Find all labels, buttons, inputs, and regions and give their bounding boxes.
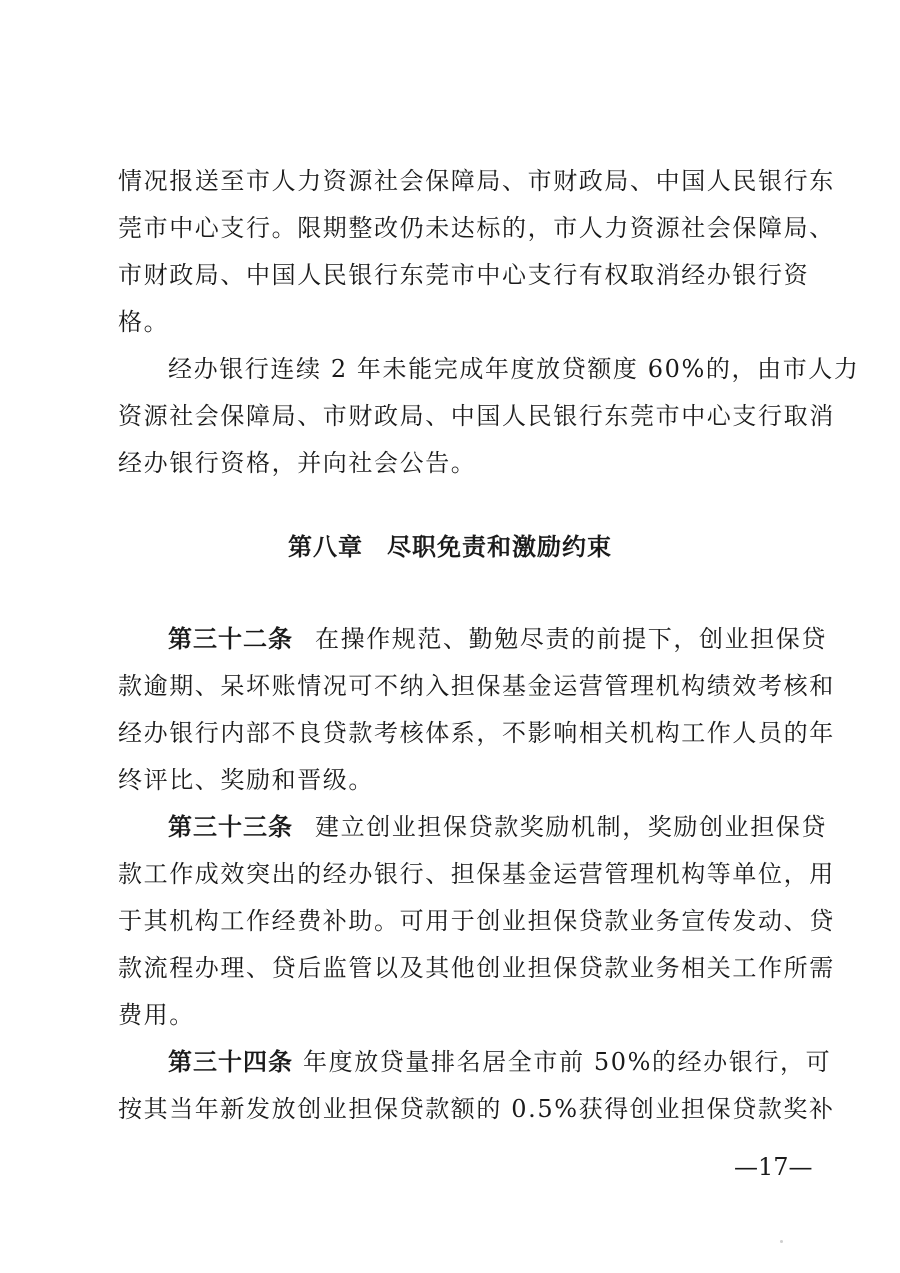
paragraph-line: 格。 xyxy=(118,308,170,336)
paragraph-line: 于其机构工作经费补助。可用于创业担保贷款业务宣传发动、贷 xyxy=(118,907,835,935)
article-32-first-line xyxy=(168,624,827,654)
article-label: 第三十三条 xyxy=(168,813,293,841)
paragraph-line: 费用。 xyxy=(118,1001,195,1029)
paragraph-line: 情况报送至市人力资源社会保障局、市财政局、中国人民银行东 xyxy=(118,167,835,195)
paragraph-line: 经办银行连续 2 年未能完成年度放贷额度 60%的，由市人力 xyxy=(168,355,860,383)
article-label: 第三十二条 xyxy=(168,625,293,653)
article-text: 建立创业担保贷款奖励机制，奖励创业担保贷 xyxy=(315,813,827,841)
paragraph-line: 款流程办理、贷后监管以及其他创业担保贷款业务相关工作所需 xyxy=(118,954,835,982)
paragraph-line: 终评比、奖励和晋级。 xyxy=(118,766,374,794)
paragraph-line: 资源社会保障局、市财政局、中国人民银行东莞市中心支行取消 xyxy=(118,402,835,430)
scan-dot xyxy=(780,1240,783,1243)
chapter-title: 尽职免责和激励约束 xyxy=(387,533,612,561)
paragraph-line: 经办银行资格，并向社会公告。 xyxy=(118,449,477,477)
paragraph-line: 经办银行内部不良贷款考核体系，不影响相关机构工作人员的年 xyxy=(118,719,835,747)
paragraph-line: 莞市中心支行。限期整改仍未达标的，市人力资源社会保障局、 xyxy=(118,214,835,242)
paragraph-line: 款逾期、呆坏账情况可不纳入担保基金运营管理机构绩效考核和 xyxy=(118,672,835,700)
page-number: —17— xyxy=(734,1153,813,1181)
article-label: 第三十四条 xyxy=(168,1048,293,1076)
paragraph-line: 按其当年新发放创业担保贷款额的 0.5%获得创业担保贷款奖补 xyxy=(118,1095,835,1123)
article-33-first-line xyxy=(168,812,827,842)
article-34-first-line xyxy=(168,1047,832,1077)
paragraph-line: 市财政局、中国人民银行东莞市中心支行有权取消经办银行资 xyxy=(118,261,810,289)
chapter-number: 第八章 xyxy=(288,533,363,561)
paragraph-line: 款工作成效突出的经办银行、担保基金运营管理机构等单位，用 xyxy=(118,860,835,888)
article-text: 年度放贷量排名居全市前 50%的经办银行，可 xyxy=(303,1048,832,1076)
article-text: 在操作规范、勤勉尽责的前提下，创业担保贷 xyxy=(315,625,827,653)
chapter-heading xyxy=(0,532,900,562)
